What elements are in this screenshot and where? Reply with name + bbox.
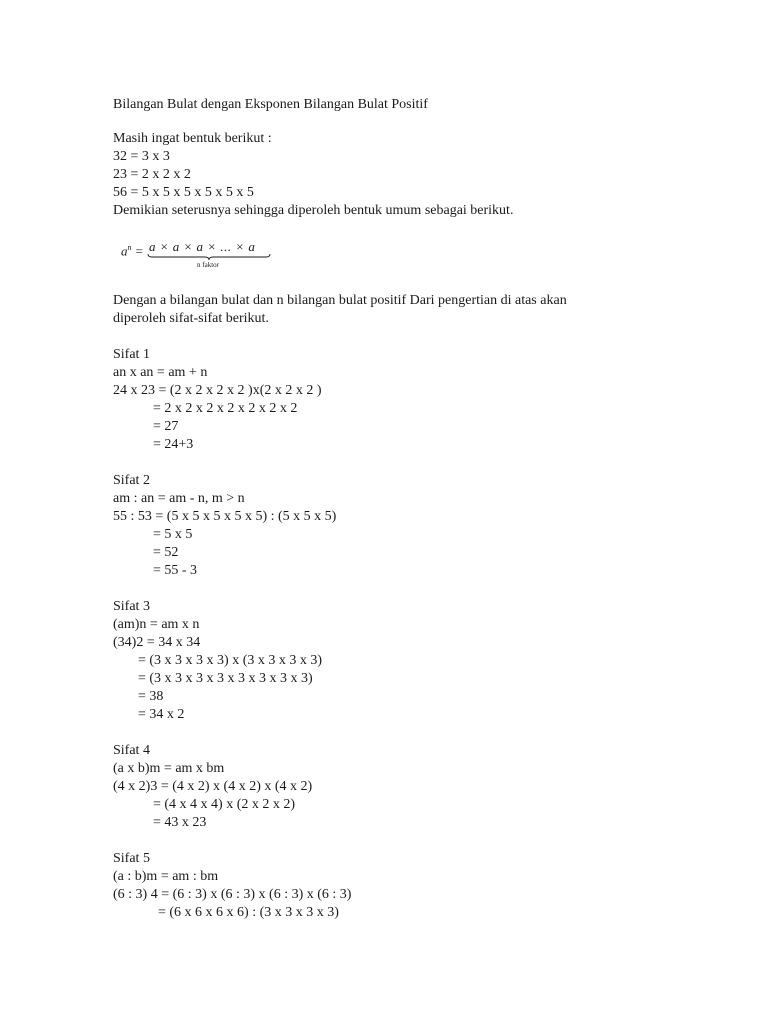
sifat-rule: (am)n = am x n — [113, 617, 200, 632]
intro-example: 32 = 3 x 3 — [113, 149, 170, 164]
sifat-step: = 43 x 23 — [153, 815, 207, 830]
formula-caption: n faktor — [197, 261, 219, 269]
sifat-example: 24 x 23 = (2 x 2 x 2 x 2 )x(2 x 2 x 2 ) — [113, 383, 322, 398]
underbrace-icon — [147, 253, 271, 261]
sifat-example: (34)2 = 34 x 34 — [113, 635, 201, 650]
sifat-step: = 5 x 5 — [153, 527, 193, 542]
sifat-step: = (6 x 6 x 6 x 6) : (3 x 3 x 3 x 3) — [158, 905, 339, 920]
sifat-step: = (3 x 3 x 3 x 3 x 3 x 3 x 3 x 3) — [138, 671, 313, 686]
sifat-heading: Sifat 2 — [113, 473, 150, 488]
definition-line: Dengan a bilangan bulat dan n bilangan bulat positif Dari pengertian di atas akan — [113, 293, 567, 308]
document-title: Bilangan Bulat dengan Eksponen Bilangan Bulat Positif — [113, 97, 428, 112]
sifat-step: = (4 x 4 x 4) x (2 x 2 x 2) — [153, 797, 296, 812]
sifat-heading: Sifat 5 — [113, 851, 150, 866]
formula-rhs: a × a × a × ... × a — [149, 239, 256, 254]
intro-example: 56 = 5 x 5 x 5 x 5 x 5 x 5 — [113, 185, 254, 200]
sifat-step: = 38 — [138, 689, 164, 704]
sifat-rule: (a x b)m = am x bm — [113, 761, 225, 776]
sifat-step: = 24+3 — [153, 437, 194, 452]
sifat-step: = 2 x 2 x 2 x 2 x 2 x 2 x 2 — [153, 401, 298, 416]
sifat-step: = 55 - 3 — [153, 563, 198, 578]
sifat-example: 55 : 53 = (5 x 5 x 5 x 5 x 5) : (5 x 5 x 5) — [113, 509, 337, 524]
sifat-heading: Sifat 3 — [113, 599, 150, 614]
general-formula — [121, 236, 273, 272]
intro-example: 23 = 2 x 2 x 2 — [113, 167, 191, 182]
sifat-step: = 52 — [153, 545, 179, 560]
sifat-rule: (a : b)m = am : bm — [113, 869, 219, 884]
sifat-step: = 27 — [153, 419, 179, 434]
intro-closing: Demikian seterusnya sehingga diperoleh bentuk umum sebagai berikut. — [113, 203, 514, 218]
sifat-heading: Sifat 4 — [113, 743, 150, 758]
sifat-step: = 34 x 2 — [138, 707, 185, 722]
sifat-rule: am : an = am - n, m > n — [113, 491, 245, 506]
sifat-step: = (3 x 3 x 3 x 3) x (3 x 3 x 3 x 3) — [138, 653, 323, 668]
definition-line: diperoleh sifat-sifat berikut. — [113, 311, 269, 326]
sifat-heading: Sifat 1 — [113, 347, 150, 362]
sifat-rule: an x an = am + n — [113, 365, 208, 380]
intro-lead: Masih ingat bentuk berikut : — [113, 131, 272, 146]
sifat-example: (6 : 3) 4 = (6 : 3) x (6 : 3) x (6 : 3) x (6 : 3) — [113, 887, 352, 902]
formula-lhs: $a^n$ = — [121, 243, 144, 259]
sifat-example: (4 x 2)3 = (4 x 2) x (4 x 2) x (4 x 2) — [113, 779, 313, 794]
